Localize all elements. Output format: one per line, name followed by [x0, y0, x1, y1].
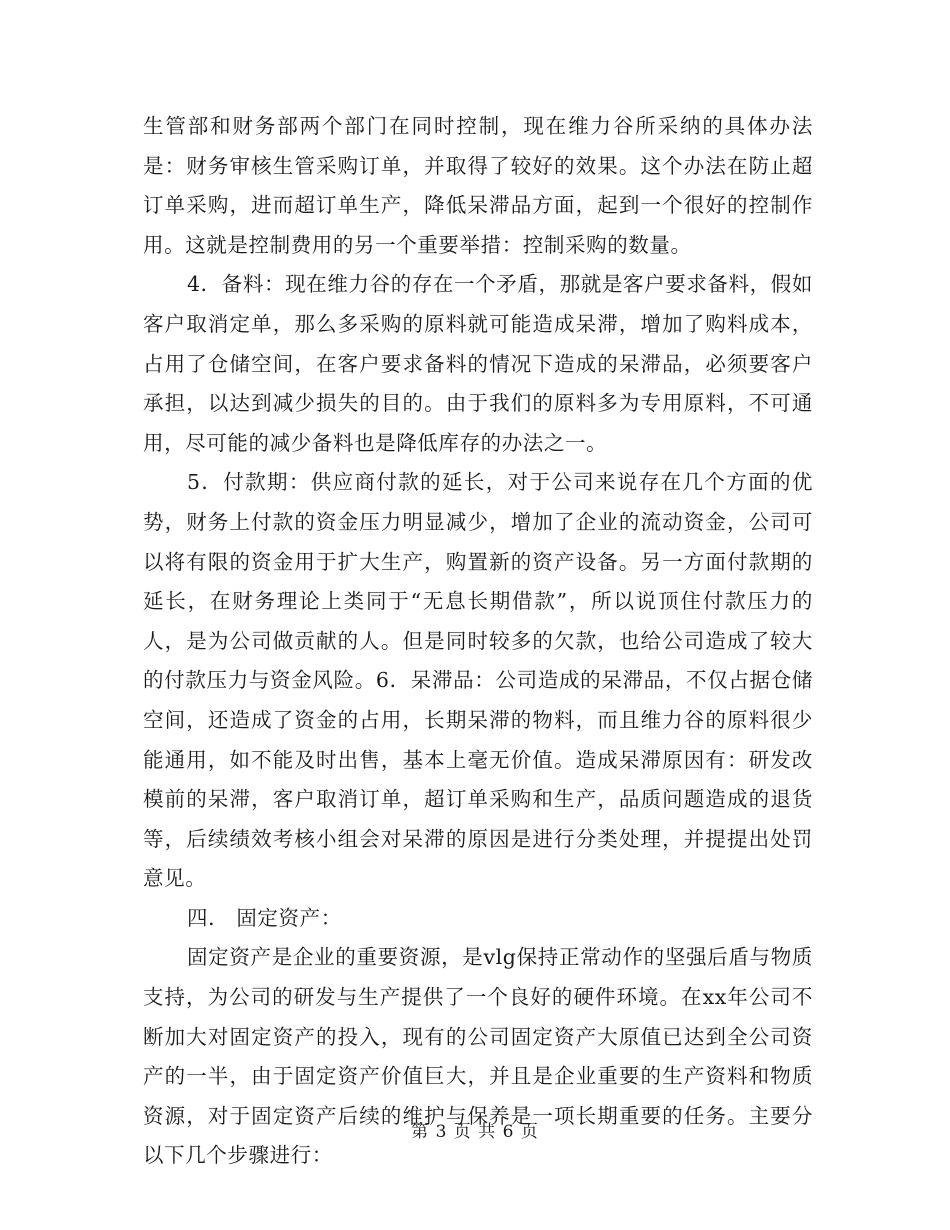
section-heading-fixed-assets: 四． 固定资产： [187, 905, 342, 930]
page-footer [0, 1117, 950, 1142]
page-number: 第 3 页 共 6 页 [411, 1122, 539, 1142]
paragraph-material-preparation: 4．备料：现在维力谷的存在一个矛盾，那就是客户要求备料，假如客户取消定单，那么多采购的原料就可能造成呆滞，增加了购料成本，占用了仓储空间，在客户要求备料的情况下造成的呆滞品，必须要客户承担，以达到减少损失的目的。由于我们的原料多为专用原料，不可通用，尽可能的减少备料也是降低库存的办法之一。 [143, 272, 813, 455]
document-body [143, 107, 813, 1176]
paragraph-payment-period: 5．付款期：供应商付款的延长，对于公司来说存在几个方面的优势，财务上付款的资金压力明显减少，增加了企业的流动资金，公司可以将有限的资金用于扩大生产，购置新的资产设备。另一方面付款期的延长，在财务理论上类同于“无息长期借款”，所以说顶住付款压力的人，是为公司做贡献的人。但是同时较多的欠款，也给公司造成了较大的付款压力与资金风险。6．呆滞品：公司造成的呆滞品，不仅占据仓储空间，还造成了资金的占用，长期呆滞的物料，而且维力谷的原料很少能通用，如不能及时出售，基本上毫无价值。造成呆滞原因有：研发改模前的呆滞，客户取消订单，超订单采购和生产，品质问题造成的退货等，后续绩效考核小组会对呆滞的原因是进行分类处理，并提提出处罚意见。 [143, 470, 813, 891]
paragraph-fixed-assets: 固定资产是企业的重要资源，是vlg保持正常动作的坚强后盾与物质支持，为公司的研发与生产提供了一个良好的硬件环境。在xx年公司不断加大对固定资产的投入，现有的公司固定资产大原值已达到全公司资产的一半，由于固定资产价值巨大，并且是企业重要的生产资料和物质资源，对于固定资产后续的维护与保养是一项长期重要的任务。主要分以下几个步骤进行： [143, 945, 813, 1168]
paragraph-procurement-control: 生管部和财务部两个部门在同时控制，现在维力谷所采纳的具体办法是：财务审核生管采购订单，并取得了较好的效果。这个办法在防止超订单采购，进而超订单生产，降低呆滞品方面，起到一个很好的控制作用。这就是控制费用的另一个重要举措：控制采购的数量。 [143, 114, 813, 257]
